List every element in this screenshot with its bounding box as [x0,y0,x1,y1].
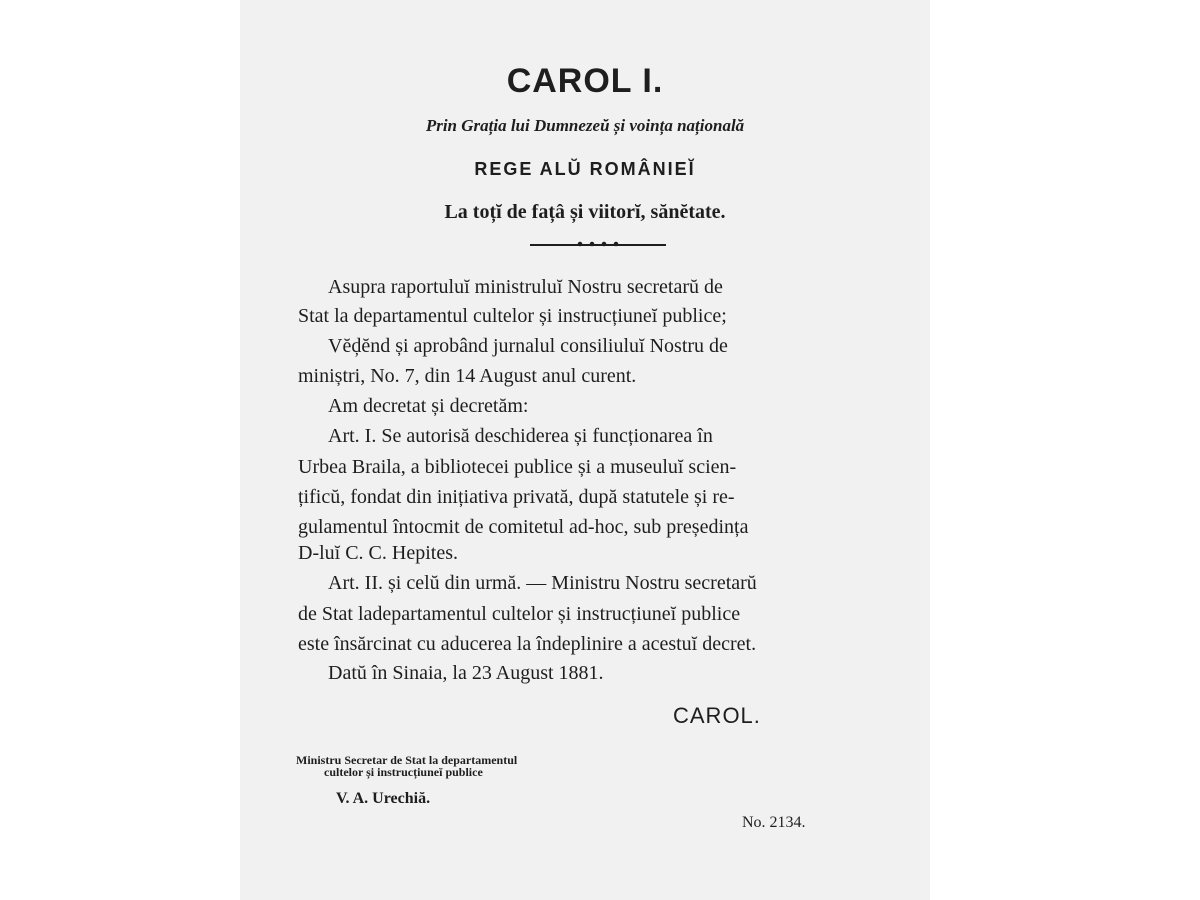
body-line: Stat la departamentul cultelor și instrucțiuneĭ publice; [298,305,727,327]
body-line: de Stat ladepartamentul cultelor și instrucțiuneĭ publice [298,603,741,625]
countersign-line: Ministru Secretar de Stat la departamentul [296,753,518,767]
body-line: Art. II. și celŭ din urmă. — Ministru Nostru secretarŭ [328,572,757,594]
minister-name: V. A. Urechiă. [336,790,431,807]
king-title: REGE ALŬ ROMÂNIEĬ [474,159,696,179]
body-line: Asupra raportuluĭ ministruluĭ Nostru secretarŭ de [328,276,723,298]
body-line: miniștri, No. 7, din 14 August anul curent. [298,365,637,387]
greeting: La toțĭ de fațâ și viitorĭ, sănĕtate. [444,201,726,223]
divider-ornament [574,241,624,247]
body-line: D-luĭ C. C. Hepites. [298,542,458,564]
body-line: este însărcinat cu aducerea la îndeplinire a acestuĭ decret. [298,633,757,655]
body-line: Vĕḑĕnd și aprobând jurnalul consiliuluĭ Nostru de [328,335,728,357]
body-line: Am decretat și decretăm: [328,395,529,417]
document-title: CAROL I. [506,62,664,100]
countersign-line: cultelor și instrucțiuneĭ publice [324,765,483,779]
body-line: Datŭ în Sinaia, la 23 August 1881. [328,662,604,684]
body-line: gulamentul întocmit de comitetul ad-hoc, sub președința [298,516,749,538]
body-line: Urbea Braila, a bibliotecei publice și a museuluĭ scien- [298,456,737,478]
decree-document [240,0,930,900]
document-subtitle: Prin Grația lui Dumnezeŭ și voința națională [425,116,745,135]
body-line: Art. I. Se autorisă deschiderea și funcționarea în [328,425,713,447]
signature: CAROL. [673,703,761,728]
body-line: țificŭ, fondat din inițiativa privată, după statutele și re- [298,486,735,508]
document-number: No. 2134. [742,814,806,831]
